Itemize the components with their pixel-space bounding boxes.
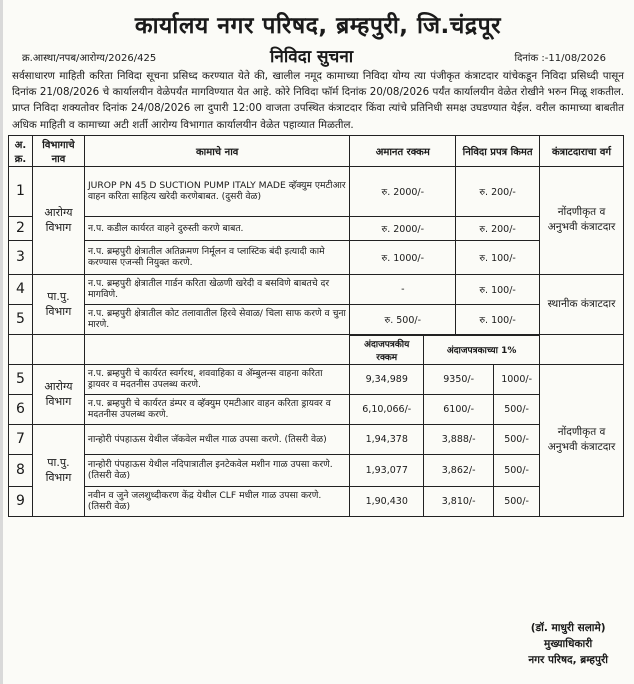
dept-cell: पा.पु. विभाग [32, 274, 84, 334]
row-deposit: रु. 500/- [350, 304, 456, 334]
row-work: नवीन व जुने जलशुध्दीकरण केंद्र येथील CLF मधील गाळ उपसा करणे. (तिसरी वेळ) [84, 486, 349, 516]
row-deposit: रु. 2000/- [350, 166, 456, 216]
row-estimate: 6,10,066/- [350, 394, 424, 424]
table-row [9, 304, 624, 334]
notice-subject: निविदा सुचना [270, 47, 354, 67]
header-dept: विभागाचे नाव [32, 135, 84, 166]
table-row [9, 424, 624, 454]
row-deposit: रु. 1000/- [350, 240, 456, 274]
notice-date: दिनांक :-11/08/2026 [514, 53, 606, 64]
row-form: 500/- [494, 394, 540, 424]
row-form: 1000/- [494, 364, 540, 394]
header-contractor: कंत्राटदाराचा वर्ग [540, 135, 624, 166]
contractor-category: नोंदणीकृत व अनुभवी कंत्राटदार [540, 166, 624, 274]
row-estimate: 1,93,077 [350, 454, 424, 486]
row-one-percent: 9350/- [424, 364, 494, 394]
row-sr: 7 [9, 424, 33, 454]
office-title: कार्यालय नगर परिषद, ब्रम्हपुरी, जि.चंद्रपूर [134, 13, 502, 39]
signatory-office: नगर परिषद, ब्रम्हपुरी [528, 654, 608, 666]
row-work: न.प. ब्रम्हपुरी क्षेत्रातील गार्डन करिता खेळणी खरेदी व बसविणे बाबतचे दर मागविणे. [84, 274, 349, 304]
header-sr: अ. क्र. [9, 135, 33, 166]
row-sr: 1 [9, 166, 33, 216]
table-row [9, 394, 624, 424]
row-sr: 8 [9, 454, 33, 486]
row-sr: 3 [9, 240, 33, 274]
row-form: 500/- [494, 486, 540, 516]
table-row [9, 454, 624, 486]
tender-table [8, 135, 624, 335]
row-form: रु. 100/- [456, 304, 540, 334]
meta-row [8, 44, 628, 66]
table-row [9, 240, 624, 274]
row-one-percent: 6100/- [424, 394, 494, 424]
signature-block [528, 620, 608, 668]
row-sr: 4 [9, 274, 33, 304]
table-row [9, 216, 624, 240]
row-work: न.प. कडील कार्यरत वाहने दुरुस्ती करणे बाबत. [84, 216, 349, 240]
row-work: न.प. ब्रम्हपुरी क्षेत्रातील कोट तलावातील हिरवे सेवाळ/ चिला साफ करणे व चुना मारणे. [84, 304, 349, 334]
row-one-percent: 3,888/- [424, 424, 494, 454]
row-work: JUROP PN 45 D SUCTION PUMP ITALY MADE व्हॅक्युम एमटीआर वाहन करिता साहित्य खरेदी करणेबाबत. (दुसरी वेळ) [84, 166, 349, 216]
subheader-estimate: अंदाजपत्रकीय रक्कम [350, 335, 424, 364]
row-work: नान्होरी पंपहाऊस येथील नदिपात्रातील इनटेकवेल मशीन गाळ उपसा करणे. (तिसरी वेळ) [84, 454, 349, 486]
dept-cell: आरोग्य विभाग [32, 364, 84, 424]
row-estimate: 1,90,430 [350, 486, 424, 516]
dept-cell: आरोग्य विभाग [32, 166, 84, 274]
tender-table-estimates [8, 335, 624, 517]
signatory-name: (डॉ. माधुरी सलामे) [530, 622, 606, 634]
table-row [9, 166, 624, 216]
contractor-category: स्थानीक कंत्राटदार [540, 274, 624, 334]
row-sr: 5 [9, 304, 33, 334]
header-form-price: निविदा प्रपत्र किमत [456, 135, 540, 166]
row-deposit: रु. 2000/- [350, 216, 456, 240]
row-sr: 9 [9, 486, 33, 516]
row-work: न.प. ब्रम्हपुरी चे कार्यरत स्वर्गरथ, शववाहिका व ॲम्बुलन्स वाहना करिता ड्रायवर व मदतनीस उपलब्ध करणे. [84, 364, 349, 394]
row-work: न.प. ब्रम्हपुरी क्षेत्रातील अतिक्रमण निर्मूलन व प्लास्टिक बंदी इत्यादी कामे करण्यास एजन्सी नियुक्त करणे. [84, 240, 349, 274]
row-estimate: 9,34,989 [350, 364, 424, 394]
tender-notice [8, 6, 628, 517]
intro-paragraph: सर्वसाधारण माहिती करिता निविदा सूचना प्रसिध्द करण्यात येते की, खालील नमूद कामाच्या निविदा योग्य त्या पंजीकृत कंत्राटदार यांचेकडून निविदा प्रसिध्दी पासून दिनांक 21/08/2026 चे कार्यालयीन वेळेपर्यंत मागविण्यात येत आहे. कोरे निविदा फॉर्म दिनांक 20/08/2026 पर्यंत कार्यालयीन वेळेत रोखीने भरुन मिळू शकतील. प्राप्त निविदा शक्यतोवर दिनांक 24/08/2026 ला दुपारी 12:00 वाजता उपस्थित कंत्राटदार किंवा त्यांचे प्रतिनिधी समक्ष उघडण्यात येईल. वरील कामाच्या बाबतीत अधिक माहिती व कामाच्या अटी शर्ती आरोग्य विभागात कार्यालयीन वेळेत पहाव्यात मिळतील. [12, 70, 624, 131]
scan-edge [0, 0, 3, 684]
table-row [9, 486, 624, 516]
subheader-one-percent: अंदाजपत्रकाच्या 1% [424, 335, 540, 364]
row-deposit: - [350, 274, 456, 304]
table-row [9, 274, 624, 304]
row-work: नान्होरी पंपहाऊस येथील जॅकवेल मधील गाळ उपसा करणे. (तिसरी वेळ) [84, 424, 349, 454]
row-estimate: 1,94,378 [350, 424, 424, 454]
row-sr: 5 [9, 364, 33, 394]
signatory-designation: मुख्याधिकारी [544, 638, 593, 650]
row-form: 500/- [494, 424, 540, 454]
row-form: रु. 100/- [456, 274, 540, 304]
row-work: न.प. ब्रम्हपुरी चे कार्यरत डंम्पर व व्हॅक्युम एमटीआर वाहन करिता ड्रायवर व मदतनीस उपलब्ध करणे. [84, 394, 349, 424]
table-header-row [9, 135, 624, 166]
row-form: रु. 200/- [456, 216, 540, 240]
header-work: कामाचे नाव [84, 135, 349, 166]
row-sr: 2 [9, 216, 33, 240]
row-form: रु. 100/- [456, 240, 540, 274]
row-sr: 6 [9, 394, 33, 424]
subheader-row [9, 335, 624, 364]
row-one-percent: 3,810/- [424, 486, 494, 516]
row-form: रु. 200/- [456, 166, 540, 216]
contractor-category: नोंदणीकृत व अनुभवी कंत्राटदार [540, 364, 624, 516]
reference-number: क्र.आस्था/नपब/आरोग्य/2026/425 [22, 53, 157, 64]
row-one-percent: 3,862/- [424, 454, 494, 486]
table-row [9, 364, 624, 394]
row-form: 500/- [494, 454, 540, 486]
dept-cell: पा.पु. विभाग [32, 424, 84, 516]
header-deposit: अमानत रक्कम [350, 135, 456, 166]
